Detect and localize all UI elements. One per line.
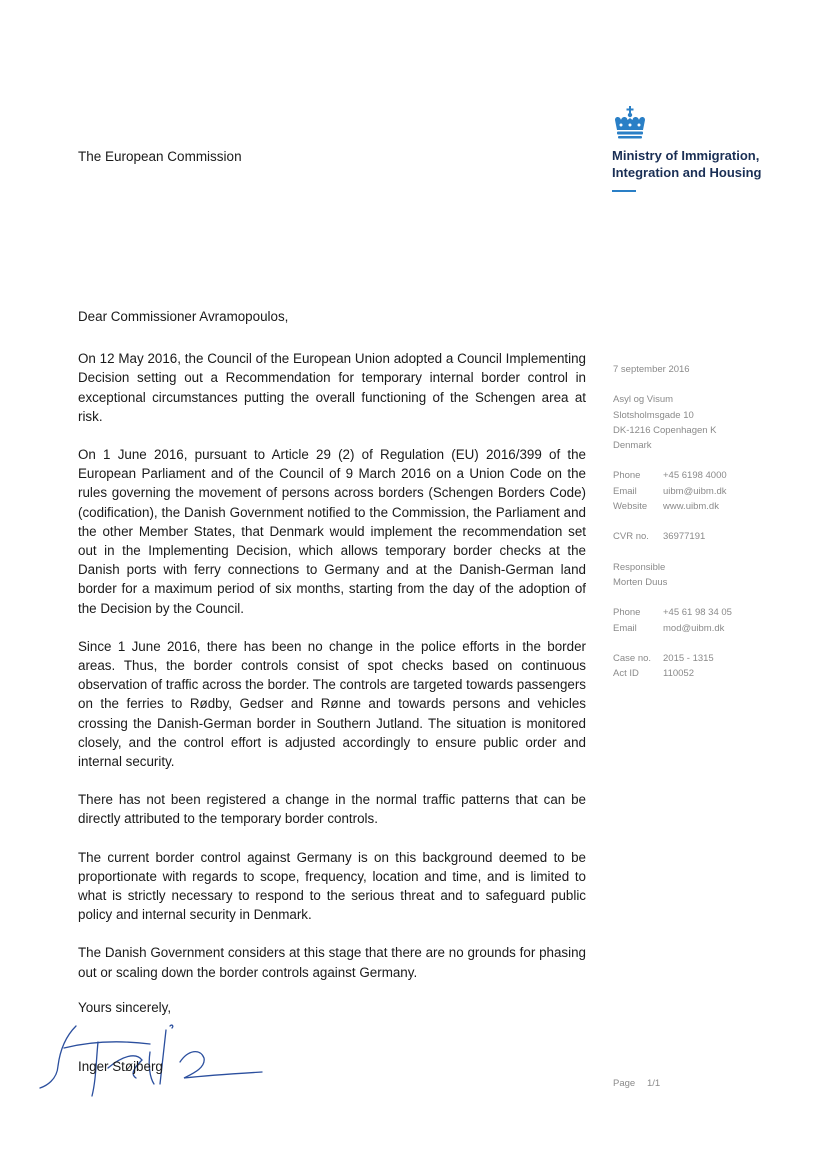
case-label: Case no. — [613, 652, 652, 664]
cvr-group — [613, 529, 813, 544]
act-value: 110052 — [663, 668, 694, 680]
responsible-contact-group — [613, 605, 813, 636]
responsible-name: Morten Duus — [613, 576, 668, 588]
website-value: www.uibm.dk — [663, 501, 719, 513]
office-name: Asyl og Visum — [613, 394, 674, 406]
recipient-address: The European Commission — [78, 149, 242, 164]
website-row — [613, 499, 813, 514]
resp-phone-label: Phone — [613, 607, 641, 619]
phone-row — [613, 468, 813, 483]
email-row — [613, 484, 813, 499]
ministry-name-line-1: Ministry of Immigration, — [612, 148, 760, 163]
phone-value: +45 6198 4000 — [663, 470, 727, 482]
country: Denmark — [613, 440, 652, 452]
paragraph-conclusion: The Danish Government considers at this stage that there are no grounds for phasing out or scaling down the border controls against Germany. — [78, 945, 586, 980]
ministry-name — [612, 147, 812, 181]
ministry-name-line-2: Integration and Housing — [612, 165, 762, 180]
email-value: uibm@uibm.dk — [663, 485, 727, 497]
logo-divider — [612, 190, 636, 192]
act-row — [613, 666, 813, 681]
paragraph-council-decision: On 12 May 2016, the Council of the European Union adopted a Council Implementing Decision setting out a Recommendation for temporary internal border control in exceptional circumstances putting the overall functioning of the Schengen area at risk. — [78, 351, 586, 424]
postal-city: DK-1216 Copenhagen K — [613, 424, 717, 436]
sender-address — [613, 392, 813, 453]
resp-email-row — [613, 621, 813, 636]
resp-email-value: mod@uibm.dk — [663, 622, 725, 634]
case-row — [613, 651, 813, 666]
resp-phone-value: +45 61 98 34 05 — [663, 607, 732, 619]
resp-phone-row — [613, 605, 813, 620]
cvr-value: 36977191 — [663, 531, 706, 543]
signer-name: Inger Støjberg — [78, 1059, 163, 1074]
cvr-row — [613, 529, 813, 544]
website-label: Website — [613, 501, 648, 513]
page-number — [613, 1078, 660, 1089]
email-label: Email — [613, 485, 637, 497]
closing: Yours sincerely, — [78, 1000, 172, 1015]
paragraph-notification: On 1 June 2016, pursuant to Article 29 (2) of Regulation (EU) 2016/399 of the European Parliament and of the Council of 9 March 2016 on a Union Code on the rules governing the movement of persons across borders (Schengen Borders Code) (codification), the Danish Government notified to the Commission, the Parliament and the other Member States, that Denmark would implement the recommendation set out in the Implementing Decision, which allows temporary border checks at the Danish ports with ferry connections to Germany and at the Danish-German land border for a maximum period of six months, starting from the day of the adoption of the Decision by the Council. — [78, 447, 586, 616]
paragraph-traffic-patterns: There has not been registered a change in the normal traffic patterns that can be directly attributed to the temporary border controls. — [78, 792, 586, 827]
letter-body — [78, 307, 586, 1001]
cvr-label: CVR no. — [613, 531, 649, 543]
reference-group — [613, 651, 813, 682]
letter-date: 7 september 2016 — [613, 364, 690, 375]
contact-group — [613, 468, 813, 514]
ministry-logo — [612, 106, 812, 192]
phone-label: Phone — [613, 470, 641, 482]
paragraph-police-efforts: Since 1 June 2016, there has been no change in the police efforts in the border areas. Thus, the border controls consist of spot checks based on continuous observation of traffic across the border. The controls are targeted towards passengers on the ferries to Rødby, Gedser and Rønne and towards persons and vehicles crossing the Danish-German border in Southern Jutland. The situation is monitored closely, and the control effort is adjusted accordingly to ensure public order and internal security. — [78, 638, 586, 770]
act-label: Act ID — [613, 668, 639, 680]
sender-info-column — [613, 362, 813, 696]
page-label: Page — [613, 1078, 636, 1089]
page-value: 1/1 — [647, 1078, 661, 1089]
date-group — [613, 362, 813, 377]
case-value: 2015 - 1315 — [663, 652, 714, 664]
responsible-label: Responsible — [613, 561, 666, 573]
street-address: Slotsholmsgade 10 — [613, 409, 694, 421]
crown-icon — [612, 106, 648, 140]
responsible-group — [613, 560, 813, 591]
salutation: Dear Commissioner Avramopoulos, — [78, 309, 289, 324]
paragraph-proportionality: The current border control against Germany is on this background deemed to be proportionate with regards to scope, frequency, location and time, and is limited to what is strictly necessary to respond to the serious threat and to safeguard public policy and internal security in Denmark. — [78, 849, 586, 923]
resp-email-label: Email — [613, 622, 637, 634]
